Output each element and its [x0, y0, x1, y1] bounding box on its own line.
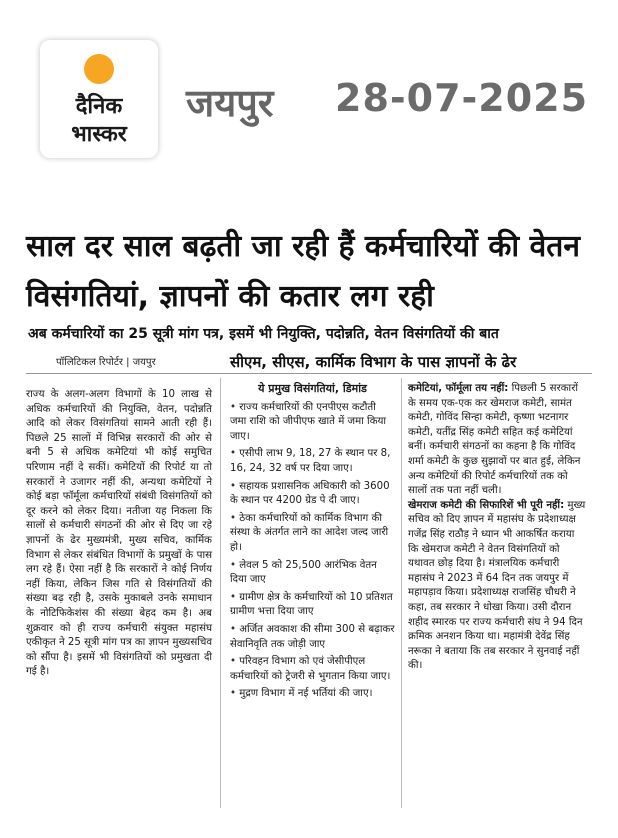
- byline: पॉलिटिकल रिपोर्टर | जयपुर: [56, 357, 156, 368]
- section-headline: सीएम, सीएस, कार्मिक विभाग के पास ज्ञापनों के ढेर: [230, 353, 517, 371]
- divider: [26, 373, 592, 374]
- edition-city: जयपुर: [186, 81, 274, 125]
- bullet-icon: •: [230, 512, 240, 524]
- column-divider: [401, 378, 402, 808]
- demands-heading: ये प्रमुख विसंगतियां, डिमांड: [258, 382, 367, 395]
- dainik-bhaskar-logo: [40, 40, 158, 158]
- logo-line2: भास्कर: [71, 122, 127, 147]
- bullet-icon: •: [230, 688, 240, 700]
- subheadline: अब कर्मचारियों का 25 सूत्री मांग पत्र, इसमें भी नियुक्ति, पदोन्नति, वेतन विसंगतियों की बात: [28, 326, 499, 342]
- khemraj-paragraph: खेमराज कमेटी की सिफारिशें भी पूरी नहीं: मुख्य सचिव को दिए ज्ञापन में महासंघ के प्रदेशाध्यक्ष गजेंद्र सिंह राठौड़ ने ध्यान भी आकर्षित कराया कि खेमराज कमेटी ने वेतन विसंगतियों को यथावत छोड़ दिया है। मंत्रालयिक कर्मचारी महासंघ ने 2023 में 64 दिन तक जयपुर में महापड़ाव किया। प्रदेशाध्यक्ष राजसिंह चौधरी ने कहा, तब सरकार ने धोखा किया। उसी दौरान शहीद स्मारक पर राज्य कर्मचारी संघ ने 94 दिन क्रमिक अनशन किया था। महामंत्री देवेंद्र सिंह नरूका ने बताया कि तब सरकार ने सुनवाई नहीं की।: [408, 499, 586, 672]
- bullet-icon: •: [230, 591, 240, 603]
- column1-text: राज्य के अलग-अलग विभागों के 10 लाख से अधिक कर्मचारियों की नियुक्ति, वेतन, पदोन्नति आदि को लेकर विसंगतियां सामने आती रही हैं। पिछले 25 सालों में विभिन्न सरकारों की ओर से बनी 5 से अधिक कमेटियां भी कोई समुचित परिणाम नहीं दे सकीं। कमेटियों की रिपोर्ट या तो सरकारों ने उजागर नहीं की, अन्यथा कमेटियों ने कोई बड़ा फॉर्मूला कर्मचारियों संबंधी विसंगतियों को दूर करने को लेकर दिया। नतीजा यह निकला कि सालों से कर्मचारी संगठनों की ओर से दिए जा रहे ज्ञापनों के ढेर मुख्यमंत्री, मुख्य सचिव, कार्मिक विभाग से लेकर संबंधित विभागों के प्रमुखों के पास लग रहे हैं। ऐसा नहीं है कि सरकारों ने कोई निर्णय नहीं किया, लेकिन जिस गति से विसंगतियों की संख्या बढ़ रही है, उसके मुकाबले उनके समाधान के नोटिफिकेशंस की संख्या बेहद कम है। अब शुक्रवार को ही राज्य कर्मचारी संयुक्त महासंघ एकीकृत ने 25 सूत्री मांग पत्र का ज्ञापन मुख्यसचिव को सौंपा है। इसमें भी विसंगतियों को प्रमुखता दी गई है।: [26, 389, 212, 678]
- logo-sun-icon: [84, 54, 114, 84]
- edition-date: 28-07-2025: [335, 76, 589, 120]
- list-item: • परिवहन विभाग को एवं जेसीपीएल कर्मचारियों को ट्रेजरी से भुगतान किया जाए।: [230, 656, 391, 682]
- bullet-icon: •: [230, 656, 240, 668]
- article-column-3: [408, 382, 588, 674]
- list-item: • लेवल 5 को 25,500 आरंभिक वेतन दिया जाए: [230, 559, 377, 586]
- list-item: • मुद्रण विभाग में नई भर्तियां की जाए।: [230, 688, 373, 700]
- list-item: • राज्य कर्मचारियों की एनपीएस कटौती जमा राशि को जीपीएफ खाते में जमा किया जाए।: [230, 401, 387, 442]
- khemraj-lead: खेमराज कमेटी की सिफारिशें भी पूरी नहीं:: [408, 499, 565, 511]
- list-item: • सहायक प्रशासनिक अधिकारी को 3600 के स्थान पर 4200 ग्रेड पे दी जाए।: [230, 480, 390, 507]
- bullet-icon: •: [230, 480, 240, 492]
- committees-paragraph: कमेटियां, फॉर्मूला तय नहीं: पिछली 5 सरकारों के समय एक-एक कर खेमराज कमेटी, सामंत कमेटी, गोविंद सिन्हा कमेटी, कृष्णा भटनागर कमेटी, यतींद्र सिंह कमेटी सहित कई कमेटियां बनीं। कर्मचारी संगठनों का कहना है कि गोविंद शर्मा कमेटी के कुछ सुझावों पर बात हुई, लेकिन अन्य कमेटियों की रिपोर्ट कर्मचारियों तक को सालों तक पता नहीं चली।: [408, 383, 581, 497]
- main-headline: साल दर साल बढ़ती जा रही हैं कर्मचारियों की वेतन विसंगतियां, ज्ञापनों की कतार लग रही: [26, 229, 581, 314]
- bullet-icon: •: [230, 559, 240, 571]
- article-column-1: [26, 388, 212, 680]
- logo-line1: दैनिक: [75, 94, 123, 119]
- bullet-icon: •: [230, 448, 240, 460]
- list-item: • अर्जित अवकाश की सीमा 300 से बढ़ाकर सेवानिवृति तक जोड़ी जाए: [230, 623, 395, 650]
- bullet-icon: •: [230, 401, 240, 413]
- list-item: • ग्रामीण क्षेत्र के कर्मचारियों को 10 प्रतिशत ग्रामीण भत्ता दिया जाए: [230, 591, 393, 618]
- bullet-icon: •: [230, 623, 240, 635]
- column-divider: [220, 378, 221, 808]
- article-column-2: [230, 382, 395, 705]
- committees-lead: कमेटियां, फॉर्मूला तय नहीं:: [408, 383, 509, 394]
- list-item: • एसीपी लाभ 9, 18, 27 के स्थान पर 8, 16, 24, 32 वर्ष पर दिया जाए।: [230, 448, 391, 474]
- list-item: • ठेका कर्मचारियों को कार्मिक विभाग की संस्था के अंतर्गत लाने का आदेश जल्द जारी हो।: [230, 512, 389, 553]
